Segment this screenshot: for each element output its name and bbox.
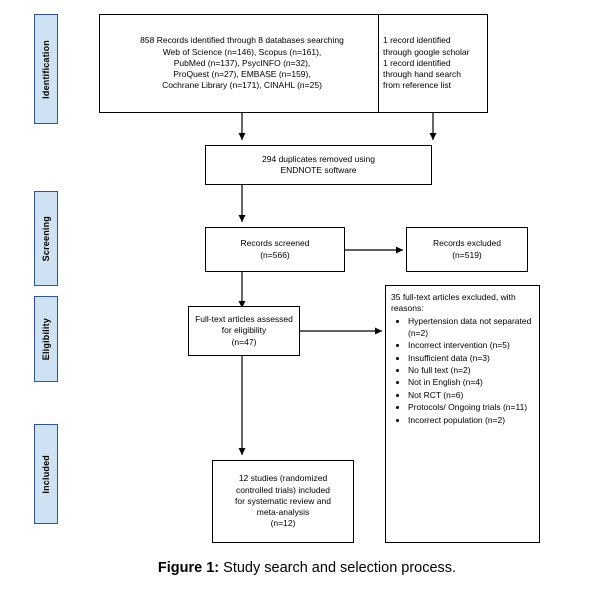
other-sources-line-5: from reference list [383,80,452,91]
records-identified-line-5: Cochrane Library (n=171), CINAHL (n=25) [162,80,322,91]
box-records-screened [205,227,345,272]
records-identified-line-2: Web of Science (n=146), Scopus (n=161), [162,46,322,57]
figure-caption [0,560,614,576]
records-identified-line-1: 858 Records identified through 8 databases searching [140,35,344,46]
records-screened-line-1: Records screened [240,238,310,249]
list-item: • Hypertension data not separated (n=2) [408,316,534,339]
figure-caption-label: Figure 1: [157,560,220,576]
fulltext-assessed-line-3: (n=47) [231,336,257,347]
box-records-identified [99,14,385,113]
duplicates-line-2: ENDNOTE software [280,165,357,175]
list-item: • Not RCT (n=6) [408,390,534,401]
stage-included [34,424,58,524]
stage-included-label: Included [41,454,51,494]
box-duplicates-removed [205,145,432,185]
box-other-sources [378,14,488,113]
duplicates-line-1: 294 duplicates removed using [262,153,375,164]
stage-identification-label: Identification [41,39,51,99]
included-studies-line-5: (n=12) [270,518,296,529]
stage-eligibility-label: Eligibility [41,317,51,361]
figure-caption-text: Study search and selection process. [219,560,457,576]
list-item: • No full text (n=2) [408,365,534,376]
other-sources-line-1: 1 record identified [383,35,451,46]
records-screened-line-2: (n=566) [260,249,290,260]
records-excluded-line-2: (n=519) [452,249,482,260]
fulltext-assessed-line-1: Full-text articles assessed [195,314,293,325]
other-sources-line-4: through hand search [383,69,461,80]
stage-screening [34,191,58,286]
box-fulltext-excluded [385,285,540,543]
stage-screening-label: Screening [41,215,51,262]
records-excluded-line-1: Records excluded [432,238,502,249]
list-item: • Protocols/ Ongoing trials (n=11) [408,402,534,413]
records-identified-line-3: PubMed (n=137), PsycINFO (n=32), [173,57,311,68]
list-item: • Insufficient data (n=3) [408,353,534,364]
other-sources-line-3: 1 record identified [383,57,451,68]
box-included-studies [212,460,354,543]
box-fulltext-assessed [188,306,300,356]
fulltext-excluded-reasons [391,316,534,427]
stage-eligibility [34,296,58,382]
included-studies-line-1: 12 studies (randomized [238,473,328,484]
box-records-excluded [406,227,528,272]
list-item: • Incorrect intervention (n=5) [408,340,534,351]
fulltext-excluded-heading: 35 full-text articles excluded, with reasons: [391,292,516,314]
records-identified-line-4: ProQuest (n=27), EMBASE (n=159), [173,69,311,80]
included-studies-line-2: controlled trials) included [235,484,331,495]
included-studies-line-4: meta-analysis [256,507,310,518]
fulltext-assessed-line-2: for eligibility [221,325,267,336]
stage-identification [34,14,58,124]
included-studies-line-3: for systematic review and [235,495,331,506]
list-item: • Incorrect population (n=2) [408,415,534,426]
list-item: • Not in English (n=4) [408,377,534,388]
other-sources-line-2: through google scholar [383,46,470,57]
